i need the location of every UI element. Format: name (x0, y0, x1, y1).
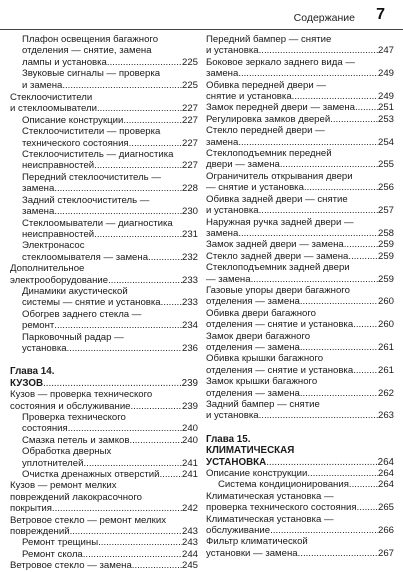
toc-entry-line (22, 320, 198, 331)
toc-entry-line (10, 526, 198, 537)
toc-entry[interactable] (10, 126, 198, 149)
toc-entry[interactable] (10, 115, 198, 126)
toc-entry-text: и установка (206, 45, 259, 57)
leader-dots (307, 468, 378, 479)
toc-entry-text: отделения — замена (206, 341, 300, 353)
toc-entry[interactable] (10, 218, 198, 241)
toc-entry-line (206, 502, 394, 513)
toc-entry-text: установки — замена (206, 547, 298, 559)
toc-entry-text: Описание конструкции (206, 468, 308, 480)
toc-entry-text: Очистка дренажных отверстий (22, 469, 160, 481)
toc-page-number: 243 (181, 526, 198, 538)
toc-entry-text: повреждений (10, 526, 70, 538)
chapter-entry[interactable] (206, 457, 394, 468)
toc-page-number: 258 (377, 227, 394, 239)
toc-entry-line (206, 525, 394, 536)
toc-entry-text: Наружная ручка задней двери — (206, 216, 354, 228)
toc-entry-text: Ремонт трещины (22, 537, 99, 549)
toc-page-number: 260 (377, 296, 394, 308)
toc-entry[interactable] (10, 389, 198, 412)
toc-entry[interactable] (206, 148, 394, 171)
toc-entry[interactable] (10, 149, 198, 172)
toc-entry[interactable] (10, 469, 198, 480)
toc-entry[interactable] (10, 263, 198, 286)
toc-entry-text: замена (206, 68, 239, 80)
toc-page-number: 247 (377, 45, 394, 57)
toc-page-number: 264 (377, 479, 394, 491)
leader-dots (83, 549, 182, 560)
toc-page-number: 254 (377, 136, 394, 148)
toc-page-number: 233 (181, 274, 198, 286)
toc-entry-text: лампы и установка (22, 56, 107, 68)
toc-entry-text: замена (206, 136, 239, 148)
toc-entry[interactable] (206, 479, 394, 490)
toc-entry-line (22, 423, 198, 434)
toc-entry[interactable] (206, 536, 394, 559)
toc-entry[interactable] (10, 68, 198, 91)
chapter-title: КУЗОВ (10, 377, 44, 389)
toc-entry-text: Стеклоподъемник задней двери (206, 262, 350, 274)
toc-page-number: 256 (377, 182, 394, 194)
toc-entry-line (206, 388, 394, 399)
toc-entry[interactable] (206, 262, 394, 285)
toc-entry-line (206, 137, 394, 148)
toc-entry[interactable] (10, 412, 198, 435)
toc-entry-line (206, 182, 394, 193)
toc-entry-text: повреждений лакокрасочного (10, 491, 142, 503)
toc-entry-text: Обивка задней двери — снятие (206, 193, 348, 205)
toc-entry-text: электрооборудование (10, 274, 109, 286)
toc-entry-text: состояния (22, 423, 68, 435)
leader-dots (131, 401, 182, 412)
leader-dots (355, 102, 378, 113)
toc-entry[interactable] (10, 435, 198, 446)
toc-entry-line (206, 274, 394, 285)
toc-entry-line (206, 114, 394, 125)
toc-page-number: 240 (181, 434, 198, 446)
toc-page-number: 227 (181, 160, 198, 172)
toc-entry-text: Стеклоочистители — проверка (22, 126, 161, 138)
toc-page-number: 263 (377, 410, 394, 422)
toc-entry-text: покрытия (10, 503, 52, 515)
toc-entry-line (22, 435, 198, 446)
toc-entry[interactable] (10, 537, 198, 548)
toc-entry-text: Дополнительное (10, 263, 85, 275)
toc-page-number: 233 (181, 297, 198, 309)
leader-dots (98, 537, 182, 548)
toc-page-number: 266 (377, 525, 394, 537)
toc-entry-text: Обивка двери багажного (206, 307, 317, 319)
toc-entry[interactable] (10, 286, 198, 309)
toc-entry-line (22, 183, 198, 194)
toc-page-number: 251 (377, 102, 394, 114)
toc-entry-line (206, 296, 394, 307)
leader-dots (67, 343, 182, 354)
toc-entry-text: Стеклоочистители (10, 92, 93, 104)
toc-page-number: 240 (181, 423, 198, 435)
toc-entry[interactable] (206, 308, 394, 331)
toc-page-number: 249 (377, 91, 394, 103)
leader-dots (344, 239, 378, 250)
toc-entry-line (22, 160, 198, 171)
toc-entry[interactable] (206, 80, 394, 103)
toc-entry[interactable] (10, 480, 198, 514)
toc-entry[interactable] (206, 114, 394, 125)
toc-entry-text: Газовые упоры двери багажного (206, 284, 350, 296)
toc-page-number: 264 (377, 456, 394, 468)
toc-entry[interactable] (10, 549, 198, 560)
toc-entry-line (22, 138, 198, 149)
toc-entry-line (22, 537, 198, 548)
toc-entry-text: отделения — снятие, замена (22, 45, 152, 57)
toc-entry[interactable] (10, 446, 198, 469)
toc-column-left (10, 34, 198, 572)
leader-dots (292, 91, 378, 102)
toc-page-number: 249 (377, 68, 394, 80)
toc-entry[interactable] (206, 376, 394, 399)
toc-entry-text: Ремонт скола (22, 548, 83, 560)
toc-entry[interactable] (206, 251, 394, 262)
toc-entry-text: Передний бампер — снятие (206, 34, 332, 45)
toc-entry-line (206, 548, 394, 559)
toc-entry-line (10, 378, 198, 389)
toc-entry-text: Регулировка замков дверей (206, 113, 331, 125)
toc-entry-text: отделения — снятие и установка (206, 364, 354, 376)
toc-entry-text: Звуковые сигналы — проверка (22, 68, 161, 80)
leader-dots (259, 45, 378, 56)
leader-dots (68, 423, 182, 434)
toc-entry-line (22, 549, 198, 560)
leader-dots (94, 229, 182, 240)
toc-page-number: 244 (181, 548, 198, 560)
leader-dots (159, 469, 182, 480)
section-title: Содержание (293, 12, 355, 24)
toc-entry-line (218, 479, 394, 490)
toc-entry-line (10, 103, 198, 114)
toc-page-number: 227 (181, 103, 198, 115)
toc-page-number: 241 (181, 469, 198, 481)
toc-entry-line (22, 252, 198, 263)
toc-entry[interactable] (10, 332, 198, 355)
leader-dots (54, 183, 182, 194)
toc-entry-line (22, 297, 198, 308)
toc-entry-text: Кузов — ремонт мелких (10, 480, 117, 492)
toc-entry-text: Электронасос (22, 240, 85, 252)
toc-entry-text: стеклоомывателя — замена (22, 251, 149, 263)
leader-dots (251, 274, 378, 285)
toc-page-number: 227 (181, 137, 198, 149)
toc-entry[interactable] (206, 239, 394, 250)
toc-entry-text: Ветровое стекло — замена (10, 560, 132, 572)
toc-entry-text: Боковое зеркало заднего вида — (206, 56, 355, 68)
toc-entry[interactable] (206, 125, 394, 148)
chapter-label: Глава 14. (10, 366, 55, 378)
toc-entry[interactable] (206, 34, 394, 57)
leader-dots (357, 502, 378, 513)
toc-entry[interactable] (206, 102, 394, 113)
toc-entry-text: Обогрев заднего стекла — (22, 308, 142, 320)
toc-entry-line (10, 275, 198, 286)
toc-entry-text: Динамики акустической (22, 285, 128, 297)
toc-entry-line (22, 80, 198, 91)
toc-entry-text: Проверка технического (22, 412, 126, 423)
toc-entry-line (206, 45, 394, 56)
toc-page-number: 239 (181, 400, 198, 412)
toc-entry[interactable] (10, 515, 198, 538)
toc-entry[interactable] (206, 217, 394, 240)
toc-entry-text: отделения — замена (206, 387, 300, 399)
leader-dots (349, 479, 378, 490)
toc-entry-line (206, 102, 394, 113)
toc-entry-text: Кузов — проверка технического (10, 389, 153, 401)
toc-page-number: 239 (181, 377, 198, 389)
toc-page-number: 262 (377, 387, 394, 399)
toc-entry[interactable] (10, 309, 198, 332)
toc-entry-text: Стекло задней двери — замена (206, 250, 349, 262)
leader-dots (94, 160, 182, 171)
toc-page-number: 245 (181, 560, 198, 572)
toc-entry-line (206, 251, 394, 262)
leader-dots (259, 205, 378, 216)
leader-dots (97, 103, 182, 114)
header-divider (0, 29, 403, 30)
toc-entry[interactable] (206, 468, 394, 479)
page-header (0, 0, 403, 30)
toc-page-number: 261 (377, 341, 394, 353)
toc-page-number: 241 (181, 457, 198, 469)
toc-page-number: 259 (377, 250, 394, 262)
toc-entry[interactable] (206, 399, 394, 422)
toc-page-number: 261 (377, 364, 394, 376)
toc-entry-text: отделения — замена (206, 296, 300, 308)
toc-entry-text: и установка (206, 410, 259, 422)
toc-entry-text: и установка (206, 205, 259, 217)
toc-entry-line (22, 343, 198, 354)
toc-entry-line (206, 159, 394, 170)
toc-entry-text: Описание конструкции (22, 114, 124, 126)
toc-entry[interactable] (10, 34, 198, 68)
leader-dots (83, 458, 182, 469)
toc-entry-text: Ограничитель открывания двери (206, 170, 353, 182)
toc-page-number: 225 (181, 56, 198, 68)
toc-entry[interactable] (10, 240, 198, 263)
toc-entry-text: Плафон освещения багажного (22, 34, 159, 45)
leader-dots (52, 503, 182, 514)
leader-dots (353, 319, 378, 330)
chapter-entry[interactable] (10, 378, 198, 389)
leader-dots (54, 320, 182, 331)
toc-entry-text: замена (206, 227, 239, 239)
toc-entry[interactable] (206, 353, 394, 376)
leader-dots (43, 378, 182, 389)
toc-entry[interactable] (206, 514, 394, 537)
page-number: 7 (376, 6, 385, 23)
toc-entry-text: Смазка петель и замков (22, 434, 130, 446)
toc-page-number: 225 (181, 79, 198, 91)
toc-entry-line (206, 457, 394, 468)
toc-entry-text: Стеклоподъемник передней (206, 148, 332, 160)
toc-entry-text: Стеклоочиститель — диагностика (22, 149, 174, 161)
toc-page-number: 259 (377, 273, 394, 285)
toc-page-number: 267 (377, 547, 394, 559)
toc-page-number: 253 (377, 113, 394, 125)
leader-dots (270, 525, 378, 536)
leader-dots (70, 526, 182, 537)
toc-entry-text: снятие и установка (206, 91, 292, 103)
toc-entry-text: состояния и обслуживание (10, 400, 131, 412)
leader-dots (300, 342, 378, 353)
toc-entry[interactable] (206, 194, 394, 217)
toc-page-number: 232 (181, 251, 198, 263)
toc-entry-text: двери — замена (206, 159, 280, 171)
toc-entry-line (206, 342, 394, 353)
toc-entry-text: — замена (206, 273, 251, 285)
toc-page-number: 231 (181, 228, 198, 240)
toc-entry-text: Задний бампер — снятие (206, 399, 320, 410)
toc-entry-text: Обивка крышки багажного (206, 353, 324, 365)
toc-page-number: 259 (377, 239, 394, 251)
toc-page-number: 255 (377, 159, 394, 171)
toc-page-number: 227 (181, 114, 198, 126)
toc-entry-text: — снятие и установка (206, 182, 304, 194)
toc-entry-text: Парковочный радар — (22, 331, 124, 343)
chapter-label: Глава 15. (206, 433, 251, 445)
toc-entry[interactable] (10, 172, 198, 195)
leader-dots (238, 137, 378, 148)
toc-entry-text: Обработка дверных (22, 446, 112, 458)
toc-entry-line (206, 319, 394, 330)
toc-entry-line (206, 205, 394, 216)
toc-entry-line (22, 57, 198, 68)
toc-entry-line (10, 401, 198, 412)
toc-page-number: 234 (181, 320, 198, 332)
leader-dots (161, 297, 182, 308)
toc-entry-line (206, 468, 394, 479)
toc-entry-text: отделения — снятие и установка (206, 319, 354, 331)
leader-dots (62, 80, 182, 91)
toc-entry-text: замена (22, 183, 55, 195)
toc-page-number: 230 (181, 206, 198, 218)
toc-entry-text: Передний стеклоочиститель — (22, 171, 161, 183)
leader-dots (280, 159, 378, 170)
toc-entry-line (206, 228, 394, 239)
toc-entry-text: Задний стеклоочиститель — (22, 194, 150, 206)
toc-entry-text: неисправностей (22, 160, 95, 172)
leader-dots (129, 435, 182, 446)
toc-entry-text: Замок двери багажного (206, 330, 311, 342)
toc-entry-line (10, 503, 198, 514)
toc-entry-line (206, 410, 394, 421)
toc-entry-text: системы — снятие и установка (22, 297, 161, 309)
leader-dots (238, 68, 378, 79)
toc-entry-text: уплотнителей (22, 457, 84, 469)
toc-entry-line (206, 239, 394, 250)
toc-entry[interactable] (206, 491, 394, 514)
toc-entry-text: Обивка передней двери — (206, 79, 326, 91)
toc-entry-text: замена (22, 206, 55, 218)
leader-dots (107, 57, 182, 68)
toc-page-number: 257 (377, 205, 394, 217)
toc-entry-line (206, 365, 394, 376)
leader-dots (123, 115, 182, 126)
toc-entry-text: и стеклоомыватели (10, 103, 97, 115)
toc-entry-line (22, 115, 198, 126)
toc-entry-text: Ветровое стекло — ремонт мелких (10, 514, 167, 526)
leader-dots (129, 138, 182, 149)
chapter-title: КЛИМАТИЧЕСКАЯ (206, 445, 295, 457)
toc-page-number: 236 (181, 342, 198, 354)
toc-entry-text: Замок передней двери — замена (206, 102, 356, 114)
toc-entry[interactable] (206, 285, 394, 308)
toc-entry-text: обслуживание (206, 525, 271, 537)
leader-dots (298, 548, 378, 559)
toc-entry-text: Климатическая установка — (206, 490, 334, 502)
toc-entry-text: ремонт (22, 320, 55, 332)
toc-page-number: 228 (181, 183, 198, 195)
leader-dots (300, 296, 378, 307)
toc-entry[interactable] (10, 195, 198, 218)
toc-column-right (206, 34, 394, 559)
toc-entry-text: Замок крышки багажного (206, 376, 318, 388)
toc-entry[interactable] (206, 171, 394, 194)
leader-dots (148, 252, 182, 263)
toc-entry[interactable] (206, 331, 394, 354)
leader-dots (353, 365, 378, 376)
toc-entry-text: Замок задней двери — замена (206, 239, 344, 251)
leader-dots (54, 206, 182, 217)
toc-page-number: 242 (181, 503, 198, 515)
toc-entry-text: Стекло передней двери — (206, 125, 325, 137)
spacer (10, 354, 198, 366)
toc-entry-text: неисправностей (22, 228, 95, 240)
toc-entry[interactable] (206, 57, 394, 80)
toc-page-number: 264 (377, 468, 394, 480)
toc-page-number: 265 (377, 502, 394, 514)
toc-entry-line (206, 91, 394, 102)
leader-dots (304, 182, 378, 193)
toc-entry-text: Стеклоомыватели — диагностика (22, 217, 173, 229)
toc-entry-text: проверка технического состояния (206, 502, 357, 514)
leader-dots (348, 251, 378, 262)
toc-entry-line (22, 206, 198, 217)
toc-entry-text: и замена (22, 79, 63, 91)
toc-entry-line (22, 458, 198, 469)
chapter-title: УСТАНОВКА (206, 456, 267, 468)
leader-dots (266, 457, 377, 468)
toc-entry-text: Система кондиционирования (218, 479, 349, 491)
toc-entry-line (206, 68, 394, 79)
leader-dots (259, 410, 378, 421)
spacer (206, 422, 394, 434)
toc-entry-text: Фильтр климатической (206, 536, 308, 548)
toc-entry-line (22, 469, 198, 480)
leader-dots (238, 228, 378, 239)
toc-entry-text: установка (22, 342, 67, 354)
leader-dots (300, 388, 378, 399)
leader-dots (108, 275, 182, 286)
toc-entry-text: Климатическая установка — (206, 513, 334, 525)
toc-page-number: 243 (181, 537, 198, 549)
leader-dots (330, 114, 378, 125)
toc-entry-text: технического состояния (22, 137, 129, 149)
toc-entry-line (22, 229, 198, 240)
toc-entry[interactable] (10, 92, 198, 115)
toc-page-number: 260 (377, 319, 394, 331)
